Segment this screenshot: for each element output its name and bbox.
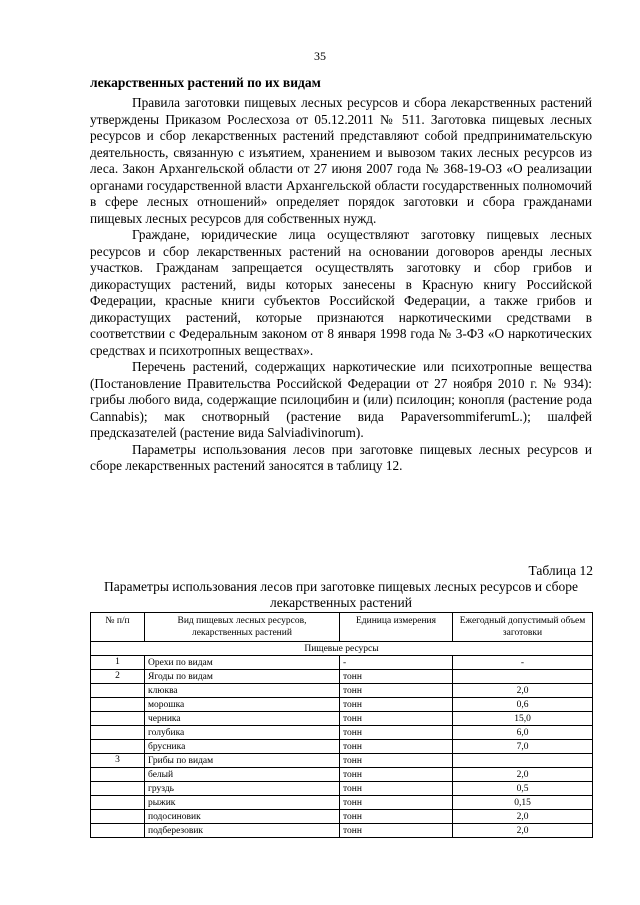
cell-resource-name: клюква — [145, 684, 340, 698]
cell-volume: 0,6 — [453, 698, 593, 712]
page-number: 35 — [314, 49, 326, 63]
table-row — [91, 754, 593, 768]
cell-number — [91, 824, 145, 838]
table-row — [91, 782, 593, 796]
cell-unit: тонн — [340, 796, 453, 810]
cell-number — [91, 810, 145, 824]
cell-unit: тонн — [340, 782, 453, 796]
body-text — [90, 95, 592, 475]
cell-number — [91, 768, 145, 782]
cell-number: 2 — [91, 670, 145, 684]
header-resource-kind: Вид пищевых лесных ресурсов, лекарственных растений — [145, 613, 340, 642]
cell-unit: - — [340, 656, 453, 670]
cell-resource-name: Ягоды по видам — [145, 670, 340, 684]
cell-unit: тонн — [340, 698, 453, 712]
header-number: № п/п — [91, 613, 145, 642]
cell-resource-name: груздь — [145, 782, 340, 796]
table-row — [91, 810, 593, 824]
cell-unit: тонн — [340, 768, 453, 782]
table-row — [91, 712, 593, 726]
cell-resource-name: подосиновик — [145, 810, 340, 824]
cell-volume: 2,0 — [453, 768, 593, 782]
cell-number — [91, 726, 145, 740]
parameters-table — [90, 612, 593, 838]
cell-unit: тонн — [340, 824, 453, 838]
paragraph-narcotic-plants: Перечень растений, содержащих наркотические или психотропные вещества (Постановление Правительства Российской Федерации от 27 ноября 2010 г. № 934): грибы любого вида, содержащие псилоцибин и (или) псилоцин; конопля (растение рода Cannabis); мак снотворный (растение вида PapaversommiferumL.); шалфей предсказателей (растение вида Salviadivinorum). — [90, 359, 592, 440]
cell-unit: тонн — [340, 670, 453, 684]
cell-volume: 2,0 — [453, 810, 593, 824]
cell-number: 3 — [91, 754, 145, 768]
table-row — [91, 824, 593, 838]
table-row — [91, 656, 593, 670]
cell-unit: тонн — [340, 726, 453, 740]
cell-resource-name: белый — [145, 768, 340, 782]
cell-resource-name: брусника — [145, 740, 340, 754]
cell-number: 1 — [91, 656, 145, 670]
table-row — [91, 726, 593, 740]
table-title: Параметры использования лесов при заготовке пищевых лесных ресурсов и сборе лекарственных растений — [104, 579, 578, 610]
cell-resource-name: черника — [145, 712, 340, 726]
cell-volume — [453, 670, 593, 684]
group-row — [91, 642, 593, 656]
table-row — [91, 670, 593, 684]
cell-resource-name: Орехи по видам — [145, 656, 340, 670]
cell-number — [91, 712, 145, 726]
cell-volume — [453, 754, 593, 768]
cell-number — [91, 740, 145, 754]
table-row — [91, 698, 593, 712]
table-row — [91, 768, 593, 782]
cell-volume: 0,15 — [453, 796, 593, 810]
group-label: Пищевые ресурсы — [91, 642, 593, 656]
cell-resource-name: морошка — [145, 698, 340, 712]
table-row — [91, 684, 593, 698]
cell-volume: - — [453, 656, 593, 670]
table-header-row — [91, 613, 593, 642]
cell-number — [91, 782, 145, 796]
table-label: Таблица 12 — [528, 563, 593, 578]
cell-unit: тонн — [340, 810, 453, 824]
cell-number — [91, 684, 145, 698]
cell-resource-name: Грибы по видам — [145, 754, 340, 768]
cell-number — [91, 698, 145, 712]
cell-number — [91, 796, 145, 810]
cell-volume: 6,0 — [453, 726, 593, 740]
header-annual-volume: Ежегодный допустимый объем заготовки — [453, 613, 593, 642]
cell-unit: тонн — [340, 712, 453, 726]
cell-unit: тонн — [340, 740, 453, 754]
cell-unit: тонн — [340, 684, 453, 698]
table-body — [91, 642, 593, 838]
table-row — [91, 796, 593, 810]
cell-resource-name: подберезовик — [145, 824, 340, 838]
cell-volume: 15,0 — [453, 712, 593, 726]
paragraph-table-reference: Параметры использования лесов при заготовке пищевых лесных ресурсов и сборе лекарственных растений заносятся в таблицу 12. — [90, 441, 592, 473]
cell-volume: 2,0 — [453, 824, 593, 838]
section-heading: лекарственных растений по их видам — [90, 75, 321, 90]
cell-volume: 2,0 — [453, 684, 593, 698]
cell-resource-name: рыжик — [145, 796, 340, 810]
cell-volume: 7,0 — [453, 740, 593, 754]
cell-unit: тонн — [340, 754, 453, 768]
cell-resource-name: голубика — [145, 726, 340, 740]
header-unit: Единица измерения — [340, 613, 453, 642]
cell-volume: 0,5 — [453, 782, 593, 796]
paragraph-citizens: Граждане, юридические лица осуществляют заготовку пищевых лесных ресурсов и сбор лекарственных растений на основании договоров аренды лесных участков. Гражданам запрещается осуществлять заготовку и сбор грибов и дикорастущих растений, виды которых занесены в Красную книгу Российской Федерации, красные книги субъектов Российской Федерации, а также грибов и дикорастущих растений, которые признаются наркотическими средствами в соответствии с Федеральным законом от 8 января 1998 года № 3-ФЗ «О наркотических средствах и психотропных веществах». — [90, 227, 592, 358]
table-row — [91, 740, 593, 754]
paragraph-rules: Правила заготовки пищевых лесных ресурсов и сбора лекарственных растений утверждены Приказом Рослесхоза от 05.12.2011 № 511. Заготовка пищевых лесных ресурсов и сбор лекарственных растений представляют собой предпринимательскую деятельность, связанную с изъятием, хранением и вывозом таких лесных ресурсов из леса. Закон Архангельской области от 27 июня 2007 года № 368-19-ОЗ «О реализации органами государственной власти Архангельской области государственных полномочий в сфере лесных отношений» определяет порядок заготовки и сбора гражданами пищевых лесных ресурсов для собственных нужд. — [90, 95, 592, 226]
